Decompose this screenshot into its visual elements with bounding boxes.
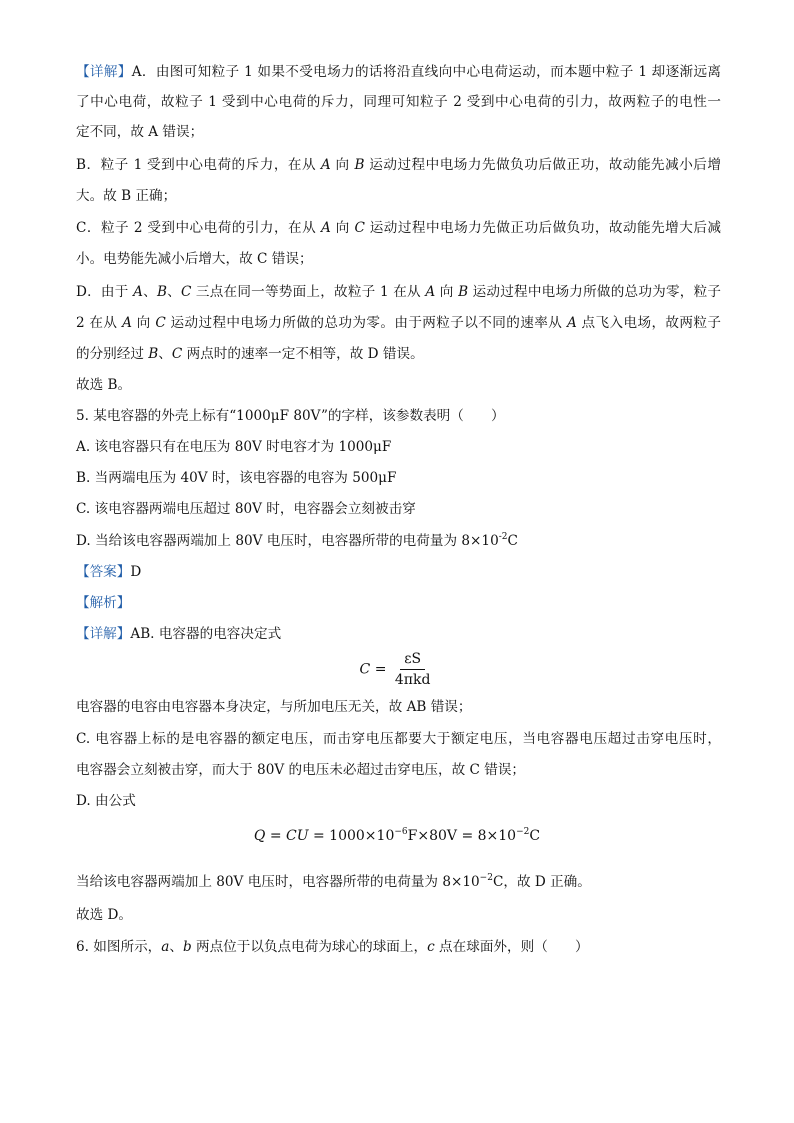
q5-ab-conclusion: 电容器的电容由电容器本身决定，与所加电压无关，故 AB 错误； (76, 699, 472, 715)
q4-detail-a-line2: 了中心电荷，故粒子 1 受到中心电荷的斥力，同理可知粒子 2 受到中心电荷的引力，故两粒子的电性一 (76, 94, 721, 110)
q5-analysis-tag: 【解析】 (76, 595, 131, 611)
q5-detail-ab: 【详解】AB. 电容器的电容决定式 (76, 626, 282, 642)
q4-detail-d-line1: D．由于 A、B、C 三点在同一等势面上，故粒子 1 在从 A 向 B 运动过程中电场力所做的总功为零，粒子 (76, 284, 721, 300)
q4-detail-d-line2: 2 在从 A 向 C 运动过程中电场力所做的总功为零。由于两粒子以不同的速率从 A 点飞入电场，故两粒子 (76, 315, 721, 331)
q5-choice: 故选 D。 (76, 907, 133, 923)
q5-d-conclusion: 当给该电容器两端加上 80V 电压时，电容器所带的电荷量为 $8\times 10^{-2}C$，故 D 正确。 (76, 873, 591, 890)
q4-detail-b-line2: 大。故 B 正确； (76, 188, 177, 204)
q5-c-line1: C. 电容器上标的是电容器的额定电压，而击穿电压都要大于额定电压，当电容器电压超过击穿电压时， (76, 731, 721, 747)
detail-tag: 【详解】 (76, 64, 132, 80)
q4-detail-a-line3: 定不同，故 A 错误； (76, 124, 204, 140)
q4-detail-d-line3: 的分别经过 B、C 两点时的速率一定不相等，故 D 错误。 (76, 346, 424, 362)
q4-detail-c-line2: 小。电势能先减小后增大，故 C 错误； (76, 251, 313, 267)
answer-tag: 【答案】 (76, 564, 131, 580)
q4-detail-c-line1: C．粒子 2 受到中心电荷的引力，在从 A 向 C 运动过程中电场力先做正功后做负功，故动能先增大后减 (76, 220, 721, 236)
q4-detail-b-line1: B．粒子 1 受到中心电荷的斥力，在从 A 向 B 运动过程中电场力先做负功后做正功，故动能先减小后增 (76, 157, 721, 173)
q5-stem: 5. 某电容器的外壳上标有“1000μF 80V”的字样，该参数表明（ ） (76, 408, 505, 424)
q5-option-c: C. 该电容器两端电压超过 80V 时，电容器会立刻被击穿 (76, 501, 416, 517)
q5-c-line2: 电容器会立刻被击穿，而大于 80V 的电压未必超过击穿电压，故 C 错误； (76, 762, 526, 778)
q4-choice: 故选 B。 (76, 377, 132, 393)
q4-detail-a-line1: 【详解】A．由图可知粒子 1 如果不受电场力的话将沿直线向中心电荷运动，而本题中粒子 1 却逐渐远离 (76, 64, 721, 80)
q5-answer: 【答案】D (76, 564, 142, 580)
q5-option-b: B. 当两端电压为 40V 时，该电容器的电容为 500μF (76, 470, 397, 486)
q5-d-label: D. 由公式 (76, 793, 136, 809)
formula-fraction: $\frac{\varepsilon S}{\text{4πkd}}$ (394, 651, 431, 688)
capacitance-formula: C = $\frac{\varepsilon S}{\text{4πkd}}$ (0, 650, 794, 689)
q6-stem: 6. 如图所示，a、b 两点位于以负点电荷为球心的球面上，c 点在球面外，则（ ） (76, 939, 589, 955)
q5-option-d: D. 当给该电容器两端加上 80V 电压时，电容器所带的电荷量为 $8\times 10^{-2}C$ (76, 532, 518, 549)
q5-option-a: A. 该电容器只有在电压为 80V 时电容才为 1000μF (76, 439, 392, 455)
charge-formula: Q = CU = $1000\times 10^{-6}F\times 80V = 8\times 10^{-2}C$ (253, 827, 541, 844)
